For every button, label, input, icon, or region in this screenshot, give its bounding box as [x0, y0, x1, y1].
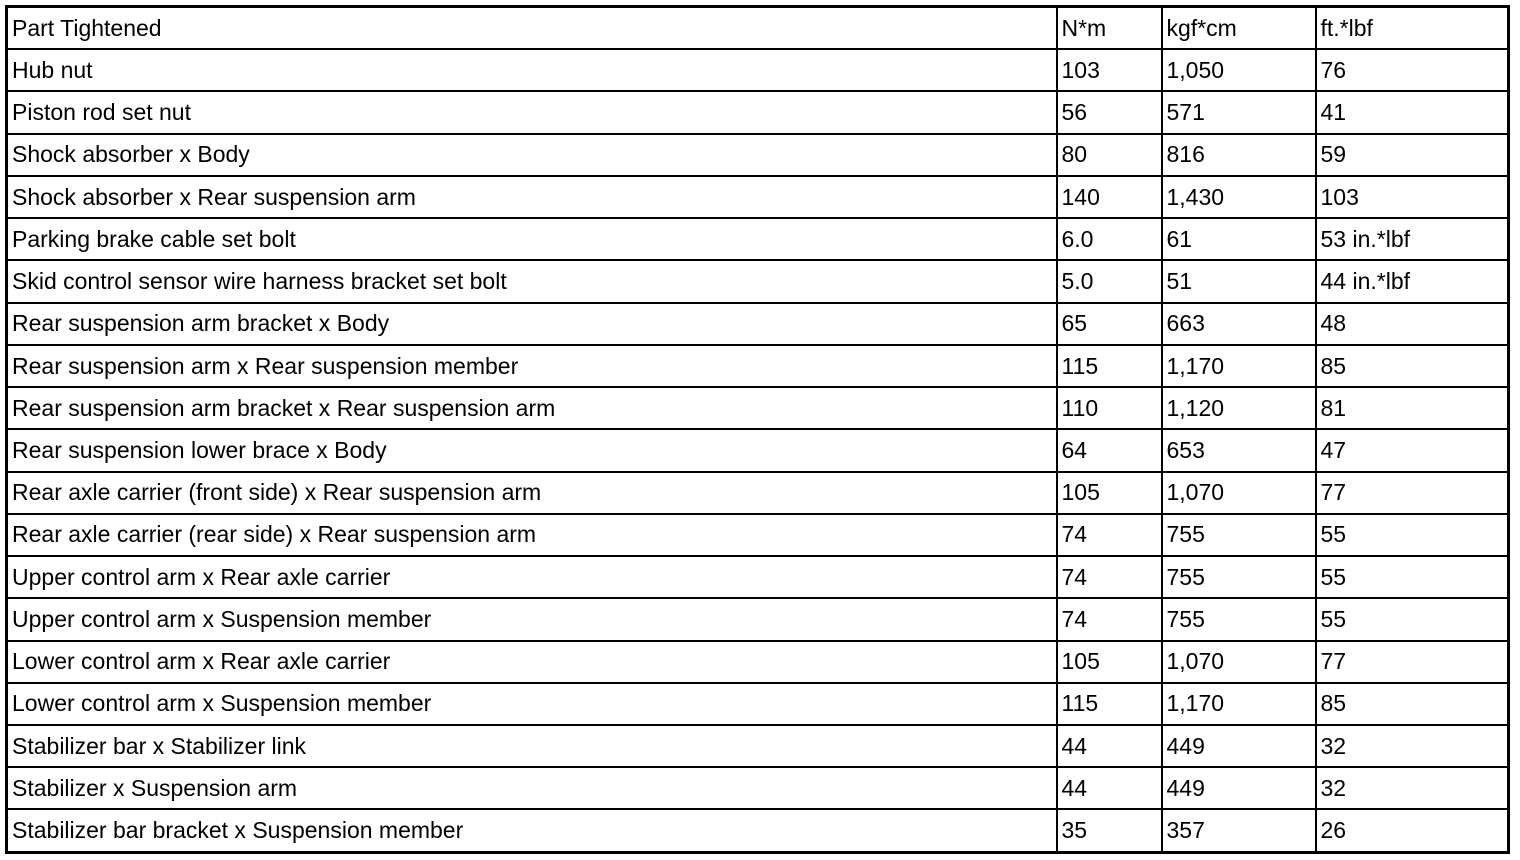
- cell-nm: 56: [1057, 91, 1162, 133]
- table-row: [7, 387, 1509, 429]
- cell-kgf-cm: 357: [1162, 809, 1316, 852]
- cell-nm: 44: [1057, 725, 1162, 767]
- header-kgf-cm: kgf*cm: [1162, 7, 1316, 50]
- cell-nm: 103: [1057, 49, 1162, 91]
- table-row: [7, 429, 1509, 471]
- table-row: [7, 176, 1509, 218]
- cell-kgf-cm: 1,050: [1162, 49, 1316, 91]
- cell-ft-lbf: 53 in.*lbf: [1316, 218, 1509, 260]
- cell-nm: 115: [1057, 345, 1162, 387]
- cell-nm: 65: [1057, 303, 1162, 345]
- header-row: [7, 7, 1509, 50]
- cell-ft-lbf: 55: [1316, 514, 1509, 556]
- cell-kgf-cm: 755: [1162, 556, 1316, 598]
- cell-kgf-cm: 1,070: [1162, 472, 1316, 514]
- cell-kgf-cm: 1,170: [1162, 683, 1316, 725]
- cell-nm: 44: [1057, 767, 1162, 809]
- cell-kgf-cm: 1,170: [1162, 345, 1316, 387]
- cell-nm: 105: [1057, 641, 1162, 683]
- cell-part: Stabilizer x Suspension arm: [7, 767, 1057, 809]
- table-row: [7, 598, 1509, 640]
- cell-ft-lbf: 85: [1316, 345, 1509, 387]
- cell-kgf-cm: 449: [1162, 767, 1316, 809]
- cell-nm: 74: [1057, 514, 1162, 556]
- cell-kgf-cm: 653: [1162, 429, 1316, 471]
- cell-part: Rear suspension arm bracket x Body: [7, 303, 1057, 345]
- cell-ft-lbf: 48: [1316, 303, 1509, 345]
- cell-kgf-cm: 1,430: [1162, 176, 1316, 218]
- table-row: [7, 641, 1509, 683]
- cell-ft-lbf: 77: [1316, 641, 1509, 683]
- header-nm: N*m: [1057, 7, 1162, 50]
- cell-part: Rear axle carrier (front side) x Rear suspension arm: [7, 472, 1057, 514]
- table-row: [7, 725, 1509, 767]
- cell-ft-lbf: 85: [1316, 683, 1509, 725]
- cell-nm: 5.0: [1057, 260, 1162, 302]
- cell-nm: 80: [1057, 134, 1162, 176]
- cell-part: Stabilizer bar bracket x Suspension member: [7, 809, 1057, 852]
- table-row: [7, 345, 1509, 387]
- cell-part: Lower control arm x Suspension member: [7, 683, 1057, 725]
- cell-nm: 110: [1057, 387, 1162, 429]
- cell-nm: 6.0: [1057, 218, 1162, 260]
- cell-ft-lbf: 55: [1316, 598, 1509, 640]
- cell-nm: 64: [1057, 429, 1162, 471]
- cell-kgf-cm: 61: [1162, 218, 1316, 260]
- cell-part: Stabilizer bar x Stabilizer link: [7, 725, 1057, 767]
- cell-ft-lbf: 81: [1316, 387, 1509, 429]
- cell-part: Skid control sensor wire harness bracket set bolt: [7, 260, 1057, 302]
- torque-spec-table: [5, 5, 1510, 854]
- header-ft-lbf: ft.*lbf: [1316, 7, 1509, 50]
- cell-part: Hub nut: [7, 49, 1057, 91]
- cell-part: Shock absorber x Body: [7, 134, 1057, 176]
- cell-ft-lbf: 103: [1316, 176, 1509, 218]
- cell-kgf-cm: 571: [1162, 91, 1316, 133]
- table-row: [7, 134, 1509, 176]
- cell-nm: 115: [1057, 683, 1162, 725]
- cell-part: Rear suspension arm bracket x Rear suspension arm: [7, 387, 1057, 429]
- table-row: [7, 472, 1509, 514]
- table-row: [7, 683, 1509, 725]
- cell-kgf-cm: 51: [1162, 260, 1316, 302]
- cell-part: Rear axle carrier (rear side) x Rear suspension arm: [7, 514, 1057, 556]
- cell-ft-lbf: 76: [1316, 49, 1509, 91]
- cell-kgf-cm: 755: [1162, 598, 1316, 640]
- cell-part: Rear suspension lower brace x Body: [7, 429, 1057, 471]
- cell-kgf-cm: 755: [1162, 514, 1316, 556]
- cell-part: Piston rod set nut: [7, 91, 1057, 133]
- cell-nm: 74: [1057, 556, 1162, 598]
- table-row: [7, 556, 1509, 598]
- cell-part: Shock absorber x Rear suspension arm: [7, 176, 1057, 218]
- cell-ft-lbf: 59: [1316, 134, 1509, 176]
- table-row: [7, 49, 1509, 91]
- cell-part: Upper control arm x Suspension member: [7, 598, 1057, 640]
- cell-nm: 105: [1057, 472, 1162, 514]
- cell-kgf-cm: 449: [1162, 725, 1316, 767]
- cell-part: Upper control arm x Rear axle carrier: [7, 556, 1057, 598]
- cell-ft-lbf: 26: [1316, 809, 1509, 852]
- table-row: [7, 260, 1509, 302]
- cell-ft-lbf: 77: [1316, 472, 1509, 514]
- cell-ft-lbf: 32: [1316, 767, 1509, 809]
- cell-kgf-cm: 1,120: [1162, 387, 1316, 429]
- table-row: [7, 514, 1509, 556]
- table-row: [7, 767, 1509, 809]
- cell-kgf-cm: 1,070: [1162, 641, 1316, 683]
- cell-part: Lower control arm x Rear axle carrier: [7, 641, 1057, 683]
- table-row: [7, 91, 1509, 133]
- cell-ft-lbf: 32: [1316, 725, 1509, 767]
- cell-part: Rear suspension arm x Rear suspension member: [7, 345, 1057, 387]
- cell-ft-lbf: 44 in.*lbf: [1316, 260, 1509, 302]
- cell-ft-lbf: 47: [1316, 429, 1509, 471]
- table-row: [7, 303, 1509, 345]
- table-row: [7, 218, 1509, 260]
- cell-ft-lbf: 55: [1316, 556, 1509, 598]
- cell-nm: 74: [1057, 598, 1162, 640]
- cell-part: Parking brake cable set bolt: [7, 218, 1057, 260]
- table-row: [7, 809, 1509, 852]
- cell-kgf-cm: 816: [1162, 134, 1316, 176]
- cell-kgf-cm: 663: [1162, 303, 1316, 345]
- cell-nm: 35: [1057, 809, 1162, 852]
- cell-nm: 140: [1057, 176, 1162, 218]
- header-part-tightened: Part Tightened: [7, 7, 1057, 50]
- cell-ft-lbf: 41: [1316, 91, 1509, 133]
